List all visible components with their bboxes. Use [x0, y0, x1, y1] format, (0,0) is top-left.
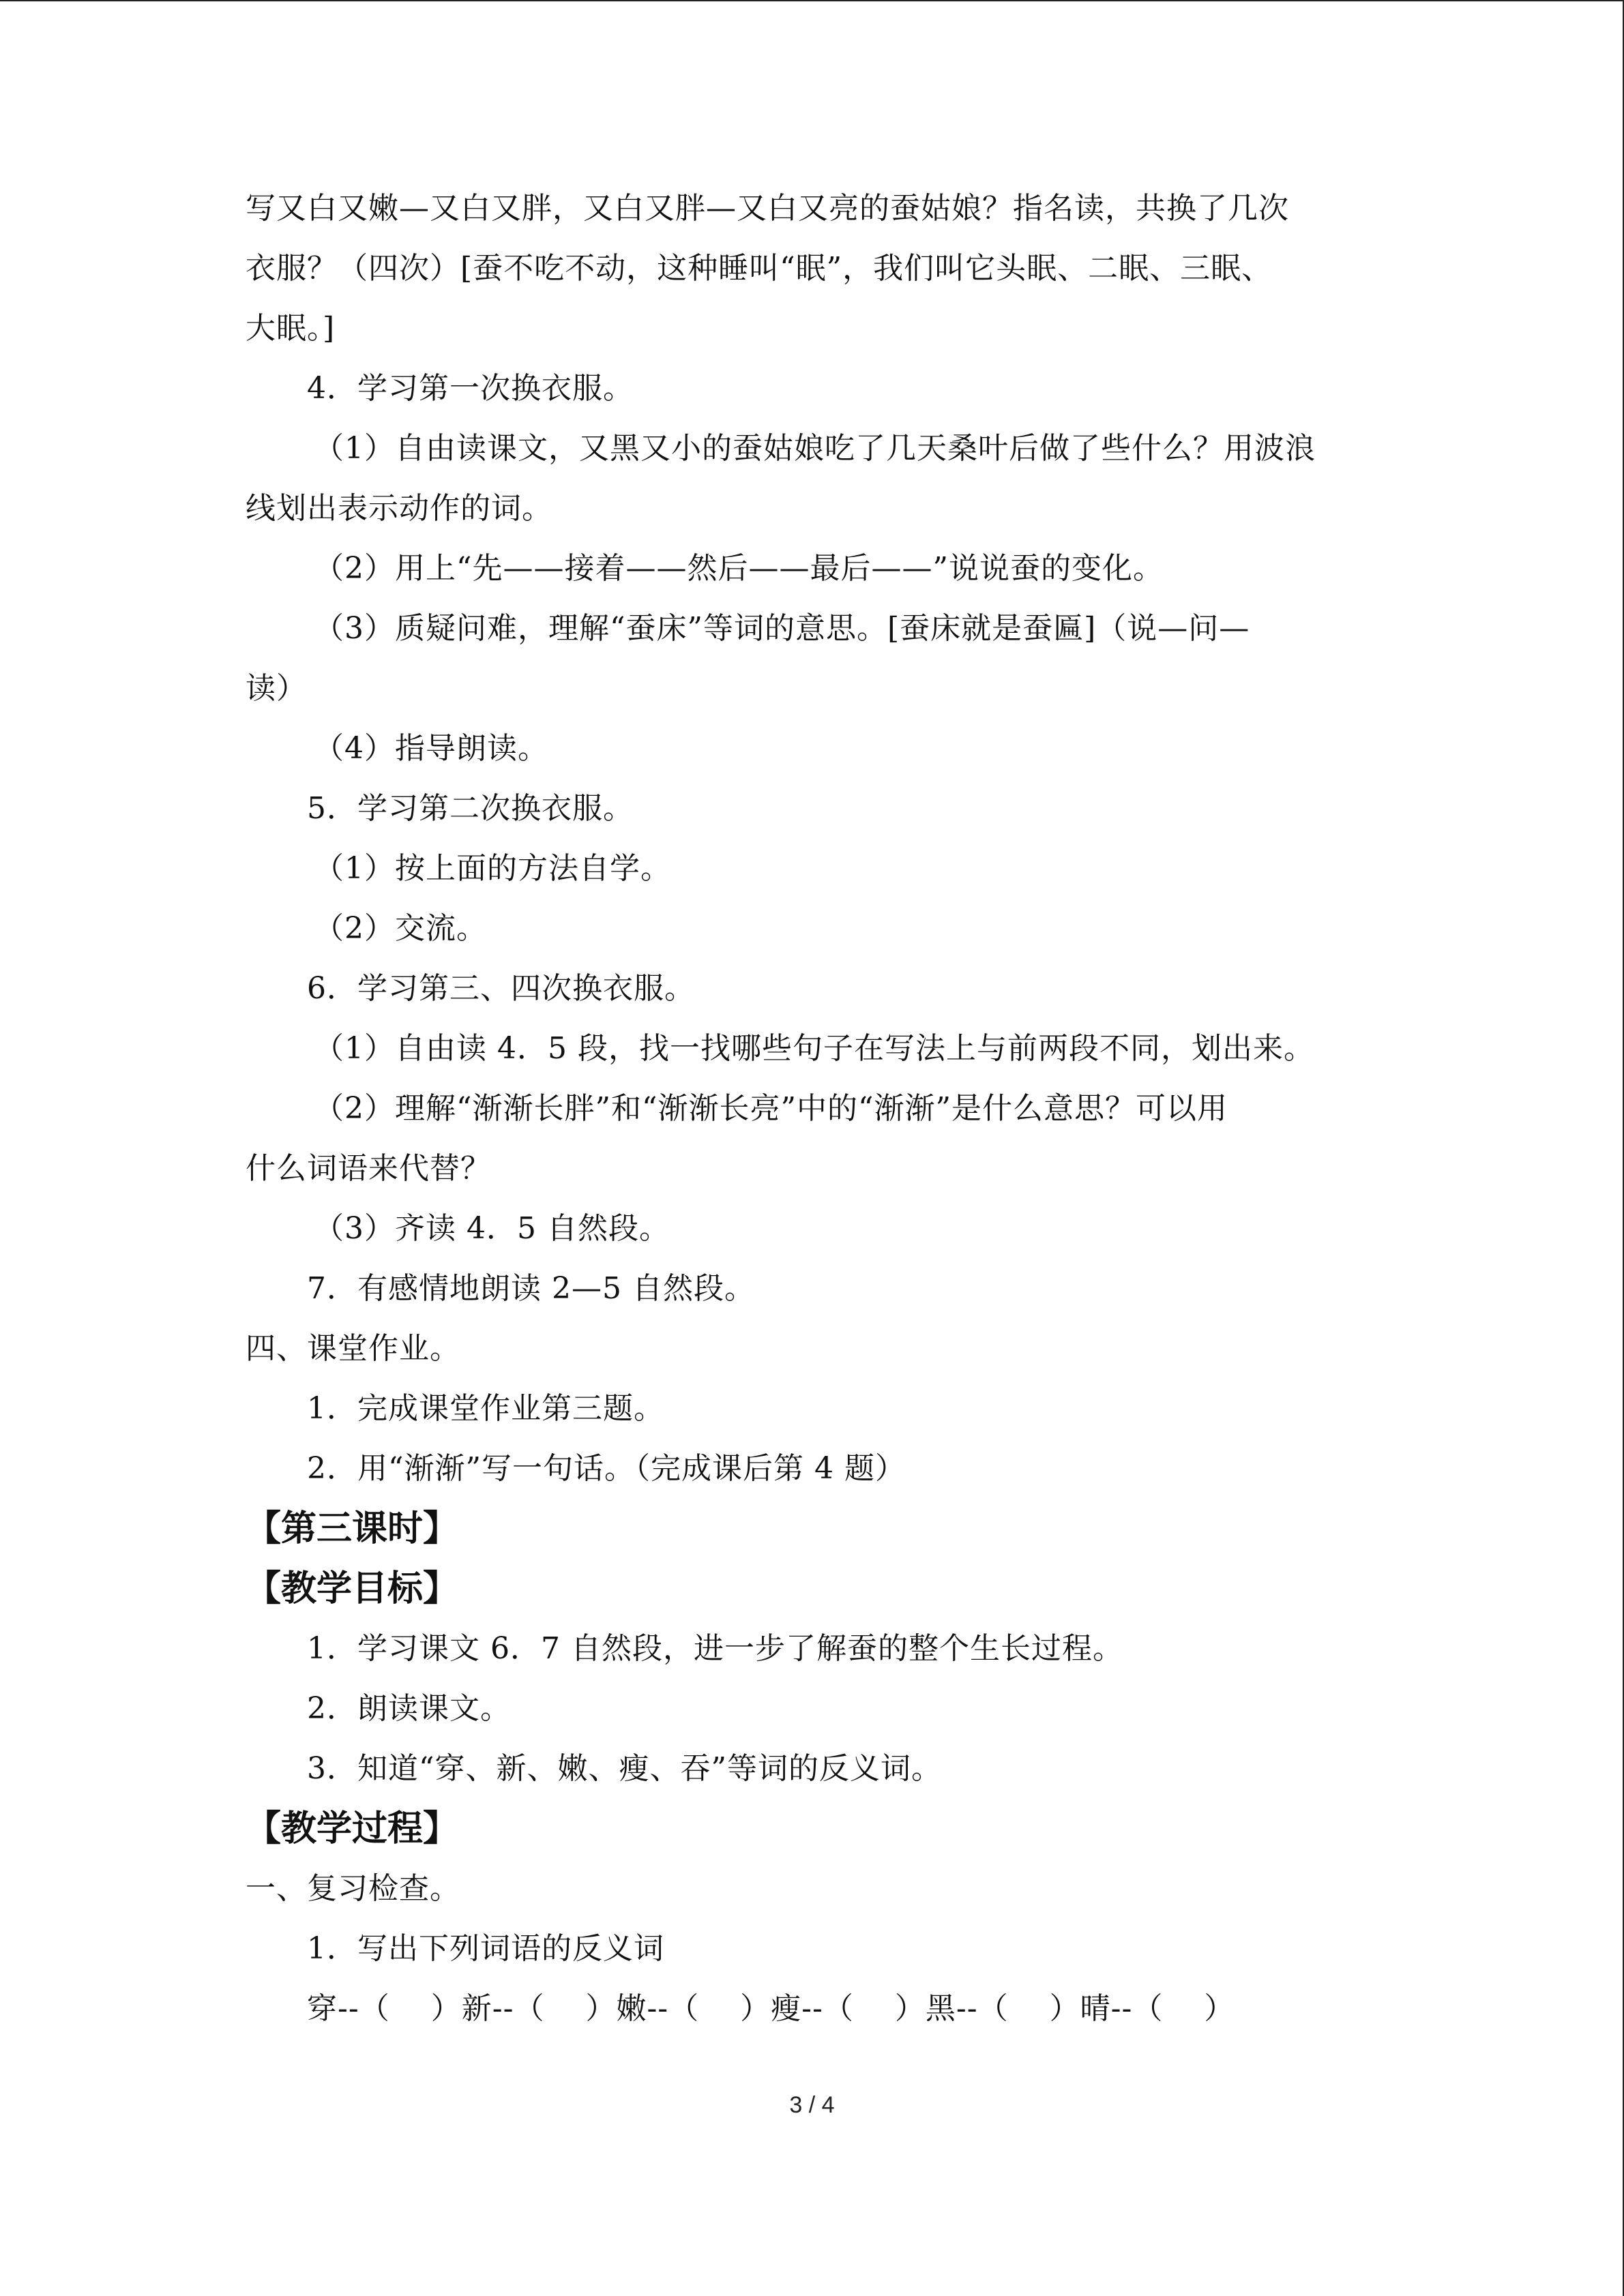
- sub-step-item: （3）质疑问难，理解“蚕床”等词的意思。[蚕床就是蚕匾]（说—问—: [314, 611, 1250, 646]
- sub-step-item: （1）自由读 4．5 段，找一找哪些句子在写法上与前两段不同，划出来。: [314, 1031, 1314, 1066]
- step-item: 7．有感情地朗读 2—5 自然段。: [307, 1271, 755, 1306]
- sub-step-item: （1）按上面的方法自学。: [314, 851, 671, 886]
- step-item: 5．学习第二次换衣服。: [307, 791, 634, 826]
- sub-step-item: （1）自由读课文，又黑又小的蚕姑娘吃了几天桑叶后做了些什么？用波浪: [314, 431, 1316, 466]
- section-title: 四、课堂作业。: [246, 1331, 460, 1366]
- paragraph-line: 什么词语来代替？: [246, 1151, 491, 1186]
- step-item: 2．用“渐渐”写一句话。（完成课后第 4 题）: [307, 1451, 906, 1486]
- heading-lesson-3: 【第三课时】: [246, 1508, 459, 1549]
- paragraph-line: 大眠。]: [246, 311, 336, 346]
- paragraph-line: 写又白又嫩—又白又胖，又白又胖—又白又亮的蚕姑娘？指名读，共换了几次: [246, 191, 1289, 226]
- sub-step-item: （4）指导朗读。: [314, 731, 548, 766]
- goal-item: 2．朗读课文。: [307, 1691, 511, 1726]
- sub-step-item: （3）齐读 4．5 自然段。: [314, 1211, 670, 1246]
- paragraph-line: 衣服？（四次）[蚕不吃不动，这种睡叫“眠”，我们叫它头眠、二眠、三眠、: [246, 251, 1273, 286]
- step-item: 1．完成课堂作业第三题。: [307, 1391, 664, 1426]
- sub-step-item: （2）理解“渐渐长胖”和“渐渐长亮”中的“渐渐”是什么意思？可以用: [314, 1091, 1228, 1126]
- step-item: 1．写出下列词语的反义词: [307, 1931, 664, 1966]
- goal-item: 3．知道“穿、新、嫩、瘦、吞”等词的反义词。: [307, 1751, 942, 1786]
- sub-step-item: （2）用上“先——接着——然后——最后——”说说蚕的变化。: [314, 551, 1164, 586]
- step-item: 4．学习第一次换衣服。: [307, 371, 634, 406]
- page-number: 3 / 4: [789, 2092, 835, 2118]
- paragraph-line: 线划出表示动作的词。: [246, 491, 552, 526]
- sub-step-item: （2）交流。: [314, 911, 487, 946]
- antonym-exercise: 穿--（ ）新--（ ）嫩--（ ）瘦--（ ）黑--（ ）晴--（ ）: [307, 1991, 1235, 2026]
- section-title: 一、复习检查。: [246, 1871, 460, 1906]
- goal-item: 1．学习课文 6．7 自然段，进一步了解蚕的整个生长过程。: [307, 1631, 1123, 1666]
- document-body: [246, 179, 1378, 2039]
- paragraph-line: 读）: [246, 671, 307, 706]
- heading-teaching-process: 【教学过程】: [246, 1808, 459, 1849]
- heading-teaching-goals: 【教学目标】: [246, 1568, 459, 1609]
- step-item: 6．学习第三、四次换衣服。: [307, 971, 695, 1006]
